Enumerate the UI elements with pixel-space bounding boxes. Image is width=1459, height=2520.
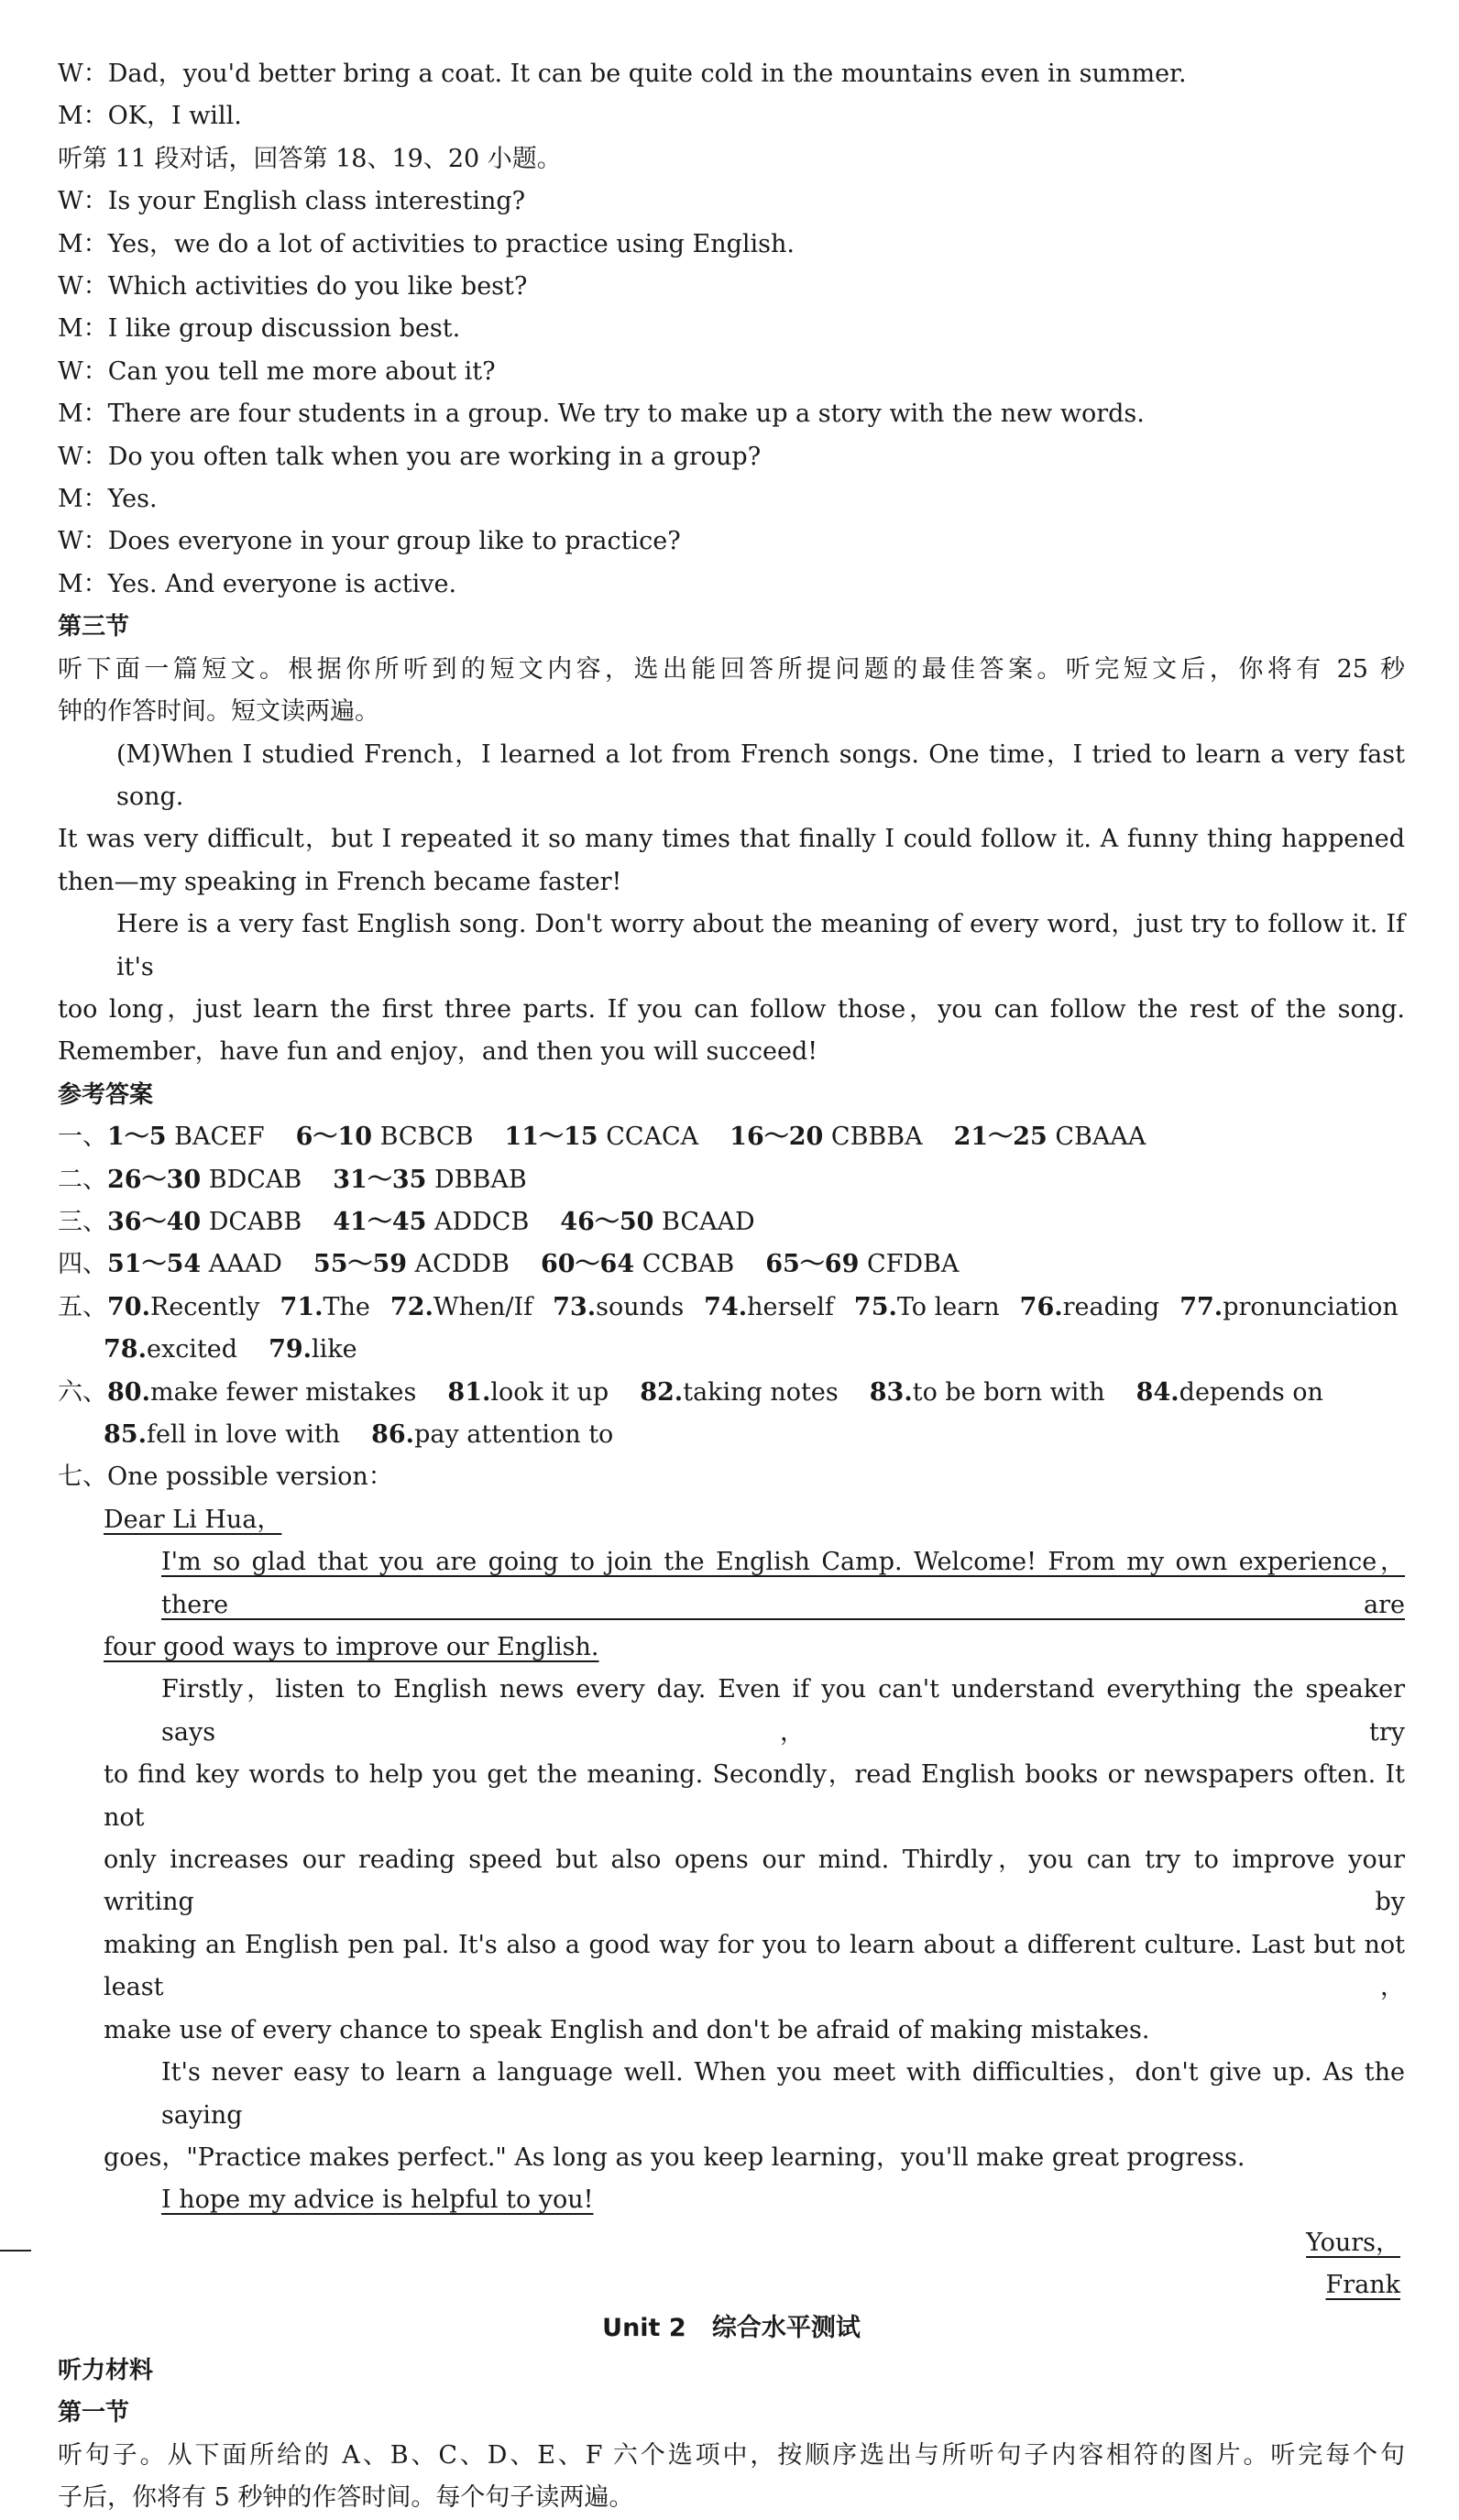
- row-label: 五、: [58, 1292, 107, 1321]
- dialogue-line: W：Which activities do you like best?: [58, 272, 528, 301]
- range: 31～35: [333, 1165, 427, 1194]
- item-number: 85.: [104, 1420, 147, 1449]
- range: 16～20: [730, 1123, 824, 1152]
- dialogue-line: W：Dad，you'd better bring a coat. It can be quite cold in the mountains even in summer.: [58, 60, 1187, 88]
- section-instruction: 听句子。从下面所给的 A、B、C、D、E、F 六个选项中，按顺序选出与所听句子内容相符的图片。听完每个句: [58, 2440, 1405, 2470]
- dialogue-block: [58, 53, 1405, 606]
- item-answer: pay attention to: [414, 1420, 614, 1449]
- item-answer: make fewer mistakes: [149, 1377, 417, 1407]
- letter-signature: [58, 2264, 1405, 2306]
- range: 41～45: [333, 1207, 427, 1236]
- answer-heading: 参考答案: [58, 1080, 154, 1109]
- closing-text: Yours，: [1306, 2228, 1400, 2257]
- item-number: 81.: [447, 1377, 491, 1407]
- item-number: 75.: [853, 1292, 897, 1321]
- section-instruction: 钟的作答时间。短文读两遍。: [58, 697, 379, 727]
- answer-row: [58, 1159, 1405, 1201]
- item-answer: taking notes: [683, 1377, 839, 1407]
- letter-line: It's never easy to learn a language well. When you meet with difficulties，don't give up. As the saying: [161, 2058, 1405, 2130]
- range: 51～54: [107, 1250, 202, 1279]
- range: 46～50: [560, 1207, 654, 1236]
- answers: DBBAB: [434, 1165, 527, 1194]
- item-answer: depends on: [1179, 1377, 1323, 1407]
- item-answer: excited: [146, 1335, 238, 1364]
- answers: CCBAB: [642, 1250, 735, 1279]
- dialogue-line: M：Yes. And everyone is active.: [58, 569, 457, 598]
- row-label: 六、: [58, 1377, 107, 1407]
- unit-number: Unit 2: [602, 2313, 686, 2342]
- document-page: [58, 53, 1405, 2520]
- answers: BCAAD: [662, 1207, 755, 1236]
- dialogue-line: M：Yes.: [58, 485, 158, 514]
- range: 1～5: [107, 1123, 167, 1152]
- dialogue-line: M：OK，I will.: [58, 102, 242, 131]
- answers: DCABB: [208, 1207, 302, 1236]
- dialogue-line: W：Is your English class interesting?: [58, 187, 526, 216]
- passage-line: Remember，have fun and enjoy，and then you will succeed!: [58, 1037, 818, 1067]
- answer-row: [58, 1372, 1405, 1414]
- item-number: 86.: [371, 1420, 415, 1449]
- item-answer: fell in love with: [146, 1420, 341, 1449]
- item-answer: The: [323, 1292, 370, 1321]
- item-number: 82.: [640, 1377, 684, 1407]
- unit-two-section: [58, 2307, 1405, 2520]
- passage-line: too long，just learn the first three parts. If you can follow those，you can follow the rest of the song.: [58, 994, 1405, 1024]
- row-label: 三、: [58, 1207, 107, 1236]
- dialogue-instruction: 听第 11 段对话，回答第 18、19、20 小题。: [58, 144, 562, 173]
- letter-line: to find key words to help you get the meaning. Secondly，read English books or newspapers often. It not: [104, 1760, 1405, 1832]
- item-number: 73.: [553, 1292, 597, 1321]
- item-number: 84.: [1135, 1377, 1179, 1407]
- range: 65～69: [765, 1250, 860, 1279]
- letter-line: I'm so glad that you are going to join the English Camp. Welcome! From my own experience，there are: [161, 1548, 1405, 1619]
- answer-row-continued: [58, 1329, 1405, 1371]
- answers: BCBCB: [379, 1123, 474, 1152]
- answer-row: [58, 1287, 1405, 1329]
- answers: CBAAA: [1055, 1123, 1146, 1152]
- signature-text: Frank: [1325, 2271, 1400, 2300]
- letter-line: making an English pen pal. It's also a good way for you to learn about a different culture. Last but not least，: [104, 1930, 1405, 2002]
- item-answer: To learn: [896, 1292, 1000, 1321]
- answers: ADDCB: [434, 1207, 530, 1236]
- letter-line: [58, 1627, 1405, 1669]
- letter-closing: [58, 2222, 1405, 2264]
- answers: CFDBA: [866, 1250, 960, 1279]
- range: 26～30: [107, 1165, 202, 1194]
- range: 6～10: [295, 1123, 372, 1152]
- answers: BACEF: [174, 1123, 265, 1152]
- section-three: [58, 606, 1405, 1073]
- dialogue-line: M：There are four students in a group. We try to make up a story with the new words.: [58, 400, 1145, 429]
- letter-text: I hope my advice is helpful to you!: [161, 2186, 594, 2215]
- unit-name: 综合水平测试: [711, 2313, 861, 2342]
- letter-line: [58, 2179, 1405, 2221]
- item-answer: look it up: [490, 1377, 609, 1407]
- section-heading: 第三节: [58, 613, 130, 641]
- answer-row: 七、One possible version：: [58, 1463, 393, 1492]
- answers: AAAD: [208, 1250, 282, 1279]
- answers: BDCAB: [208, 1165, 302, 1194]
- item-number: 77.: [1179, 1292, 1223, 1321]
- item-answer: like: [312, 1335, 357, 1364]
- answer-row-continued: [58, 1414, 1405, 1456]
- row-label: 一、: [58, 1123, 107, 1152]
- item-number: 72.: [389, 1292, 433, 1321]
- passage-line: (M)When I studied French，I learned a lot from French songs. One time，I tried to learn a very fast song.: [116, 740, 1405, 811]
- item-answer: pronunciation: [1223, 1292, 1399, 1321]
- item-number: 80.: [107, 1377, 150, 1407]
- dialogue-line: W：Does everyone in your group like to practice?: [58, 527, 681, 556]
- section-instruction: 子后，你将有 5 秒钟的作答时间。每个句子读两遍。: [58, 2483, 634, 2513]
- letter-line: Firstly，listen to English news every day. Even if you can't understand everything the speaker says，try: [161, 1675, 1405, 1747]
- greeting-text: Dear Li Hua，: [104, 1505, 282, 1534]
- answers: CBBBA: [830, 1123, 923, 1152]
- item-answer: When/If: [433, 1292, 533, 1321]
- item-number: 83.: [869, 1377, 913, 1407]
- item-number: 78.: [104, 1335, 147, 1364]
- letter-line: make use of every chance to speak English and don't be afraid of making mistakes.: [104, 2015, 1150, 2044]
- letter-line: goes，"Practice makes perfect." As long as you keep learning，you'll make great progress.: [104, 2142, 1245, 2172]
- item-answer: to be born with: [912, 1377, 1105, 1407]
- letter-text: four good ways to improve our English.: [104, 1633, 599, 1662]
- answer-key: [58, 1074, 1405, 1499]
- row-label: 四、: [58, 1250, 107, 1279]
- dialogue-line: W：Do you often talk when you are working in a group?: [58, 442, 762, 471]
- range: 60～64: [540, 1250, 635, 1279]
- section-heading: 第一节: [58, 2399, 130, 2427]
- item-number: 74.: [704, 1292, 748, 1321]
- passage-line: then—my speaking in French became faster!: [58, 867, 622, 896]
- unit-title: [58, 2307, 1405, 2350]
- page-footer-rule: [0, 2250, 31, 2252]
- dialogue-line: M：Yes，we do a lot of activities to practice using English.: [58, 229, 795, 258]
- answer-row: [58, 1201, 1405, 1244]
- item-number: 76.: [1019, 1292, 1063, 1321]
- item-number: 71.: [280, 1292, 324, 1321]
- answers: CCACA: [606, 1123, 699, 1152]
- passage-line: It was very difficult，but I repeated it so many times that finally I could follow it. A funny thing happened: [58, 825, 1405, 854]
- item-answer: reading: [1062, 1292, 1160, 1321]
- row-label: 二、: [58, 1165, 107, 1194]
- dialogue-line: M：I like group discussion best.: [58, 314, 461, 344]
- dialogue-line: W：Can you tell me more about it?: [58, 356, 496, 386]
- item-answer: sounds: [596, 1292, 685, 1321]
- item-answer: herself: [747, 1292, 834, 1321]
- model-letter: [58, 1499, 1405, 2307]
- item-answer: Recently: [149, 1292, 260, 1321]
- range: 11～15: [504, 1123, 598, 1152]
- passage-line: Here is a very fast English song. Don't worry about the meaning of every word，just try to follow it. If it's: [116, 910, 1405, 981]
- range: 21～25: [953, 1123, 1048, 1152]
- range: 55～59: [313, 1250, 408, 1279]
- section-instruction: 听下面一篇短文。根据你所听到的短文内容，选出能回答所提问题的最佳答案。听完短文后，你将有 25 秒: [58, 654, 1405, 684]
- item-number: 79.: [269, 1335, 313, 1364]
- answer-row: [58, 1244, 1405, 1286]
- section-heading: 听力材料: [58, 2356, 154, 2384]
- item-number: 70.: [107, 1292, 150, 1321]
- answer-row: [58, 1116, 1405, 1158]
- letter-line: only increases our reading speed but also opens our mind. Thirdly，you can try to improve your writing by: [104, 1846, 1405, 1917]
- letter-greeting: [58, 1499, 1405, 1541]
- range: 36～40: [107, 1207, 202, 1236]
- answers: ACDDB: [414, 1250, 510, 1279]
